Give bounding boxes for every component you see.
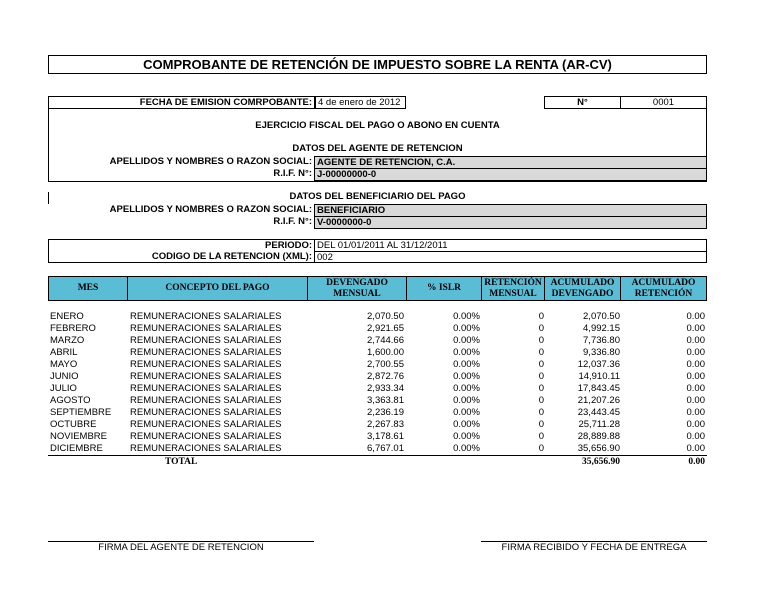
cell-acum-devengado: 23,443.45 — [577, 407, 620, 418]
header-islr: % ISLR — [406, 276, 482, 301]
cell-concepto: REMUNERACIONES SALARIALES — [130, 383, 282, 394]
cell-acum-devengado: 12,037.36 — [577, 359, 620, 370]
cell-islr: 0.00% — [453, 323, 480, 334]
agente-rif-label: R.I.F. N°: — [273, 168, 312, 179]
cell-mes: DICIEMBRE — [50, 443, 103, 454]
cell-acum-retencion: 0.00 — [686, 335, 705, 346]
beneficiario-rif-value: V-0000000-0 — [314, 216, 707, 229]
cell-devengado: 2,744.66 — [367, 335, 404, 346]
cell-mes: NOVIEMBRE — [50, 431, 108, 442]
agente-name-value: AGENTE DE RETENCION, C.A. — [314, 156, 707, 169]
cell-retencion: 0 — [538, 335, 544, 346]
cell-retencion: 0 — [538, 383, 544, 394]
table-row — [48, 323, 708, 335]
table-row — [48, 419, 708, 431]
beneficiario-name-label: APELLIDOS Y NOMBRES O RAZON SOCIAL: — [109, 204, 312, 215]
table-row — [48, 443, 708, 455]
emision-date-value: 4 de enero de 2012 — [315, 96, 406, 109]
cell-concepto: REMUNERACIONES SALARIALES — [130, 347, 282, 358]
cell-islr: 0.00% — [453, 407, 480, 418]
cell-acum-retencion: 0.00 — [686, 383, 705, 394]
cell-acum-retencion: 0.00 — [686, 395, 705, 406]
cell-retencion: 0 — [538, 431, 544, 442]
periodo-value: DEL 01/01/2011 AL 31/12/2011 — [314, 239, 707, 252]
cell-concepto: REMUNERACIONES SALARIALES — [130, 419, 282, 430]
table-row — [48, 395, 708, 407]
cell-islr: 0.00% — [453, 443, 480, 454]
cell-concepto: REMUNERACIONES SALARIALES — [130, 431, 282, 442]
cell-devengado: 2,236.19 — [367, 407, 404, 418]
cell-acum-retencion: 0.00 — [686, 371, 705, 382]
cell-acum-devengado: 4,992.15 — [583, 323, 620, 334]
cell-concepto: REMUNERACIONES SALARIALES — [130, 407, 282, 418]
cell-mes: ABRIL — [50, 347, 78, 358]
cell-islr: 0.00% — [453, 395, 480, 406]
cell-acum-devengado: 2,070.50 — [583, 311, 620, 322]
cell-devengado: 3,178.61 — [367, 431, 404, 442]
signature-agente-label: FIRMA DEL AGENTE DE RETENCION — [98, 542, 264, 553]
cell-devengado: 2,921.65 — [367, 323, 404, 334]
cell-devengado: 2,700.55 — [367, 359, 404, 370]
cell-mes: OCTUBRE — [50, 419, 97, 430]
numero-label-cell — [544, 96, 621, 109]
numero-value: 0001 — [652, 97, 675, 108]
cell-acum-retencion: 0.00 — [686, 419, 705, 430]
cell-acum-retencion: 0.00 — [686, 323, 705, 334]
table-row — [48, 371, 708, 383]
cell-acum-retencion: 0.00 — [686, 311, 705, 322]
cell-mes: MAYO — [50, 359, 78, 370]
cell-concepto: REMUNERACIONES SALARIALES — [130, 311, 282, 322]
header-acum-devengado: ACUMULADO DEVENGADO — [544, 276, 621, 301]
cell-mes: FEBRERO — [50, 323, 96, 334]
signature-recibido-label: FIRMA RECIBIDO Y FECHA DE ENTREGA — [501, 542, 687, 553]
header-retencion: RETENCIÓN MENSUAL — [481, 276, 545, 301]
cell-devengado: 2,070.50 — [367, 311, 404, 322]
numero-value-cell — [620, 96, 707, 109]
total-acum-retencion: 0.00 — [688, 457, 705, 467]
cell-retencion: 0 — [538, 359, 544, 370]
beneficiario-name-value: BENEFICIARIO — [314, 204, 707, 217]
cell-devengado: 1,600.00 — [367, 347, 404, 358]
emision-label: FECHA DE EMISION COMRPOBANTE: — [139, 97, 312, 108]
beneficiario-rif-label: R.I.F. N°: — [273, 216, 312, 227]
cell-mes: SEPTIEMBRE — [50, 407, 112, 418]
agente-section-title: DATOS DEL AGENTE DE RETENCION — [292, 143, 463, 154]
total-label: TOTAL — [165, 457, 198, 467]
table-row — [48, 359, 708, 371]
cell-concepto: REMUNERACIONES SALARIALES — [130, 359, 282, 370]
header-devengado: DEVENGADO MENSUAL — [307, 276, 407, 301]
cell-islr: 0.00% — [453, 347, 480, 358]
cell-mes: MARZO — [50, 335, 85, 346]
table-row — [48, 383, 708, 395]
header-acum-retencion: ACUMULADO RETENCIÓN — [620, 276, 707, 301]
numero-label: N° — [577, 97, 588, 108]
cell-mes: AGOSTO — [50, 395, 91, 406]
cell-acum-retencion: 0.00 — [686, 347, 705, 358]
table-row — [48, 335, 708, 347]
title-box — [48, 55, 707, 74]
cell-acum-retencion: 0.00 — [686, 443, 705, 454]
cell-devengado: 3,363.81 — [367, 395, 404, 406]
cell-islr: 0.00% — [453, 359, 480, 370]
cell-islr: 0.00% — [453, 419, 480, 430]
cell-retencion: 0 — [538, 407, 544, 418]
cell-concepto: REMUNERACIONES SALARIALES — [130, 323, 282, 334]
cell-retencion: 0 — [538, 371, 544, 382]
table-row — [48, 347, 708, 359]
document-title: COMPROBANTE DE RETENCIÓN DE IMPUESTO SOBRE LA RENTA (AR-CV) — [143, 57, 612, 72]
cell-acum-retencion: 0.00 — [686, 359, 705, 370]
cell-retencion: 0 — [538, 395, 544, 406]
cell-acum-devengado: 7,736.80 — [583, 335, 620, 346]
agente-name-label: APELLIDOS Y NOMBRES O RAZON SOCIAL: — [109, 156, 312, 167]
codigo-value: 002 — [314, 251, 707, 263]
ejercicio-label: EJERCICIO FISCAL DEL PAGO O ABONO EN CUENTA — [255, 120, 500, 131]
cell-retencion: 0 — [538, 311, 544, 322]
table-row — [48, 431, 708, 443]
agente-rif-value: J-00000000-0 — [314, 168, 707, 181]
cell-devengado: 6,767.01 — [367, 443, 404, 454]
cell-islr: 0.00% — [453, 383, 480, 394]
cell-acum-devengado: 21,207.26 — [577, 395, 620, 406]
codigo-label: CODIGO DE LA RETENCION (XML): — [151, 251, 312, 262]
total-row — [48, 457, 708, 469]
cell-mes: ENERO — [50, 311, 84, 322]
cell-acum-devengado: 25,711.28 — [578, 419, 620, 430]
cell-retencion: 0 — [538, 443, 544, 454]
cell-acum-retencion: 0.00 — [686, 407, 705, 418]
cell-acum-retencion: 0.00 — [686, 431, 705, 442]
cell-acum-devengado: 35,656.90 — [577, 443, 620, 454]
cell-acum-devengado: 28,889.88 — [577, 431, 620, 442]
cell-retencion: 0 — [538, 347, 544, 358]
cell-islr: 0.00% — [453, 311, 480, 322]
table-row — [48, 311, 708, 323]
cell-concepto: REMUNERACIONES SALARIALES — [130, 443, 282, 454]
cell-islr: 0.00% — [453, 371, 480, 382]
beneficiario-section-title: DATOS DEL BENEFICIARIO DEL PAGO — [289, 191, 466, 202]
cell-concepto: REMUNERACIONES SALARIALES — [130, 395, 282, 406]
cell-acum-devengado: 9,336.80 — [583, 347, 620, 358]
cell-islr: 0.00% — [453, 335, 480, 346]
cell-retencion: 0 — [538, 419, 544, 430]
cell-mes: JULIO — [50, 383, 77, 394]
cell-concepto: REMUNERACIONES SALARIALES — [130, 335, 282, 346]
cell-acum-devengado: 17,843.45 — [577, 383, 620, 394]
cell-mes: JUNIO — [50, 371, 79, 382]
cell-acum-devengado: 14,910.11 — [578, 371, 620, 382]
cell-concepto: REMUNERACIONES SALARIALES — [130, 371, 282, 382]
cell-retencion: 0 — [538, 323, 544, 334]
header-mes: MES — [48, 276, 128, 301]
table-row — [48, 407, 708, 419]
cell-devengado: 2,267.83 — [367, 419, 404, 430]
cell-islr: 0.00% — [453, 431, 480, 442]
total-top-rule — [48, 455, 707, 456]
cell-devengado: 2,872.76 — [367, 371, 404, 382]
header-concepto: CONCEPTO DEL PAGO — [127, 276, 308, 301]
periodo-label: PERIODO: — [265, 240, 312, 251]
total-acum-devengado: 35,656.90 — [582, 457, 620, 467]
cell-devengado: 2,933.34 — [367, 383, 404, 394]
